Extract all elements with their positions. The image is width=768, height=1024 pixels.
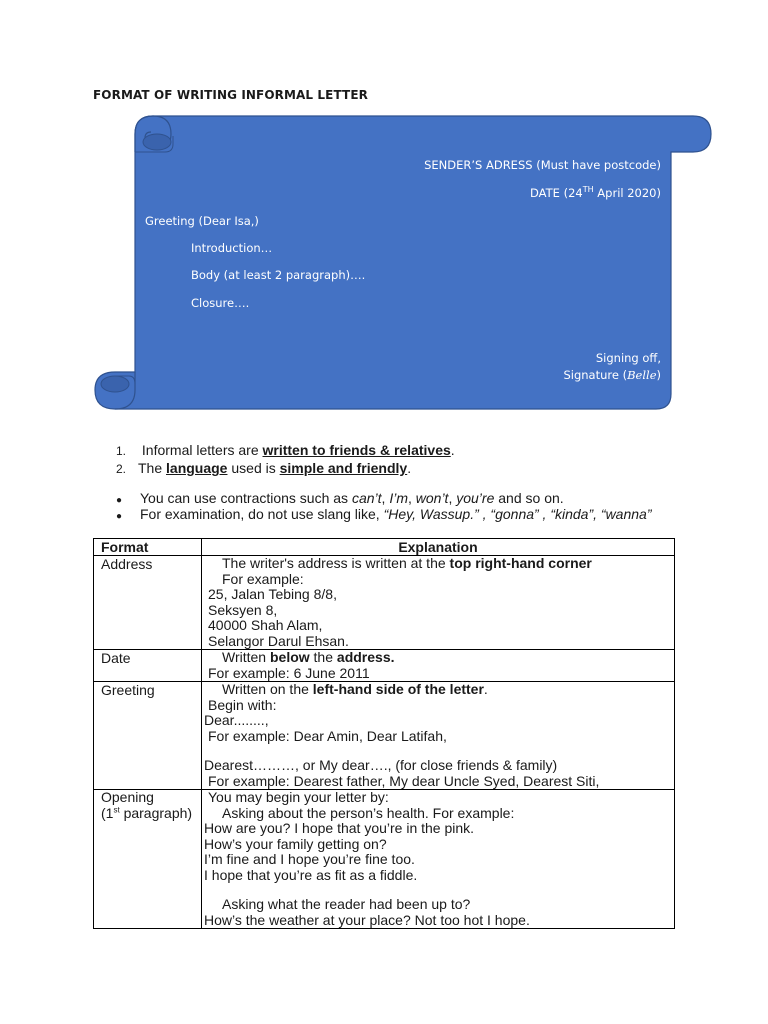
row-label-address: Address	[94, 556, 202, 650]
table-row	[94, 650, 675, 682]
list-item: ● For examination, do not use slang like, “Hey, Wassup.” , “gonna” , “kinda”, “wanna”	[116, 506, 652, 522]
list-item: 2. The language used is simple and friendly.	[116, 460, 412, 476]
list-item: 1. Informal letters are written to friends & relatives.	[116, 442, 455, 458]
date-line: DATE (24TH April 2020)	[530, 185, 661, 200]
row-label-greeting: Greeting	[94, 682, 202, 790]
row-label-date: Date	[94, 650, 202, 682]
row-explanation-date: Written below the address. For example: 6 June 2011	[202, 650, 675, 682]
bullet-icon: ●	[116, 495, 123, 506]
numbered-list	[116, 441, 455, 477]
table-row	[94, 790, 675, 929]
introduction-line: Introduction…	[191, 241, 273, 255]
body-line: Body (at least 2 paragraph)….	[191, 268, 366, 282]
bullet-icon: ●	[116, 511, 123, 522]
table-row	[94, 556, 675, 650]
row-explanation-address: The writer's address is written at the top right-hand corner For example: 25, Jalan Tebing 8/8, Seksyen 8, 40000 Shah Alam, Selangor Darul Ehsan.	[202, 556, 675, 650]
greeting-line: Greeting (Dear Isa,)	[145, 214, 259, 228]
signing-off-line: Signing off,	[595, 351, 661, 365]
row-explanation-opening: You may begin your letter by: Asking about the person’s health. For example: How are you? I hope that you’re in the pink. How’s your family getting on? I’m fine and I hope you’re fine too. I hope that you’re as fit as a fiddle. Asking what the reader had been up to? How’s the weather at your place? Not too hot I hope.	[202, 790, 675, 929]
row-label-opening: Opening (1st paragraph)	[94, 790, 202, 929]
document-title: FORMAT OF WRITING INFORMAL LETTER	[93, 88, 368, 102]
list-item: ● You can use contractions such as can’t, I’m, won’t, you’re and so on.	[116, 490, 652, 506]
row-explanation-greeting: Written on the left-hand side of the letter. Begin with: Dear........, For example: Dear Amin, Dear Latifah, Dearest………, or My dear…., (for close friends & family) For example: Dearest father, My dear Uncle Syed, Dearest Siti,	[202, 682, 675, 790]
table-header-row	[94, 539, 675, 556]
signature-line: Signature (Belle)	[563, 368, 661, 382]
sender-address-line: SENDER’S ADRESS (Must have postcode)	[424, 158, 661, 172]
table-row	[94, 682, 675, 790]
header-format: Format	[94, 539, 202, 556]
letter-format-scroll	[93, 114, 713, 412]
bulleted-list	[116, 490, 652, 522]
header-explanation: Explanation	[202, 539, 675, 556]
format-table	[93, 538, 675, 929]
closure-line: Closure….	[191, 296, 250, 310]
